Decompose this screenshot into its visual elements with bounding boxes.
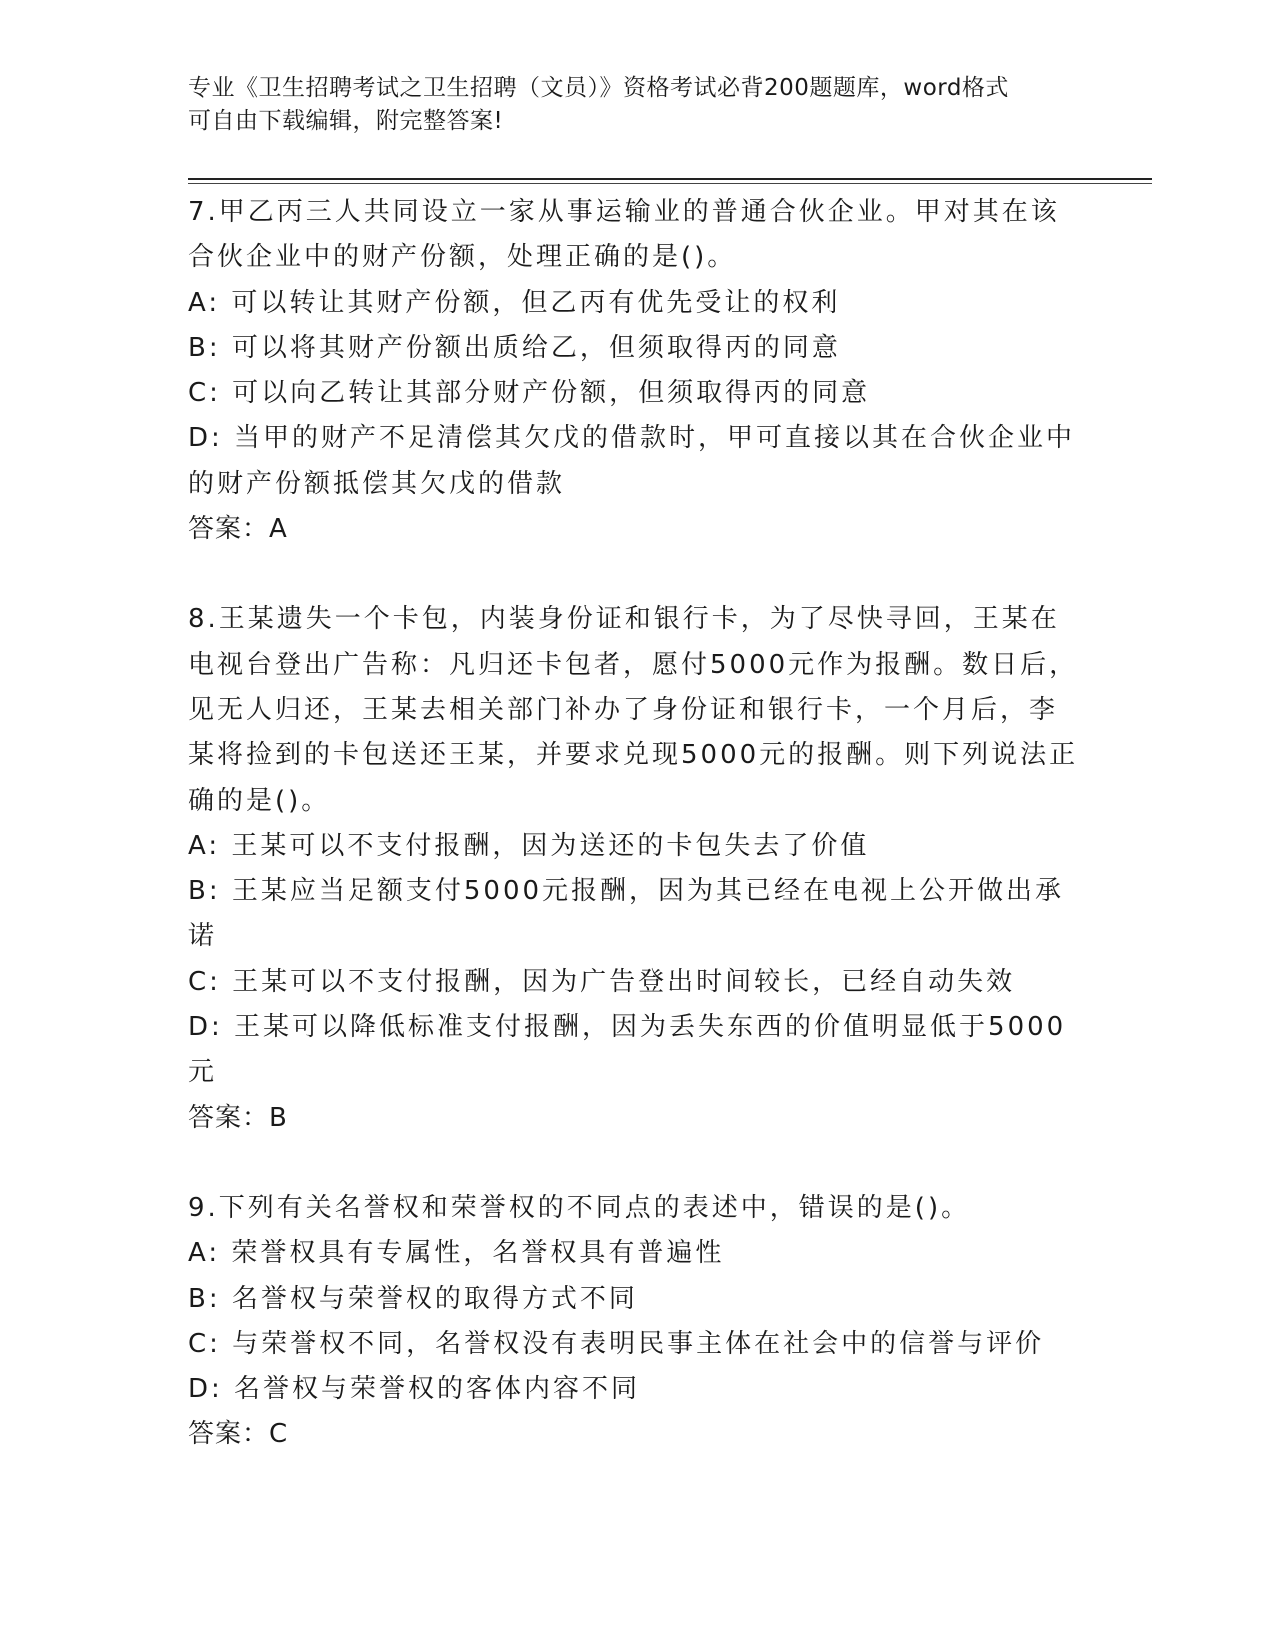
question-stem-line: 8.王某遗失一个卡包，内装身份证和银行卡，为了尽快寻回，王某在 xyxy=(188,604,1060,635)
question-stem-line: 某将捡到的卡包送还王某，并要求兑现5000元的报酬。则下列说法正 xyxy=(188,740,1079,771)
option-d-continued: 元 xyxy=(188,1057,218,1088)
option-a: A: 荣誉权具有专属性，名誉权具有普遍性 xyxy=(188,1238,725,1269)
header-line-2: 可自由下载编辑，附完整答案! xyxy=(188,108,504,134)
option-d-continued: 的财产份额抵偿其欠戊的借款 xyxy=(188,468,566,499)
question-stem-line: 见无人归还，王某去相关部门补办了身份证和银行卡，一个月后，李 xyxy=(188,694,1059,725)
header-divider-thick xyxy=(188,178,1152,180)
question-8 xyxy=(188,597,1088,1141)
question-stem-line: 确的是()。 xyxy=(188,785,331,816)
question-stem-line: 电视台登出广告称：凡归还卡包者，愿付5000元作为报酬。数日后， xyxy=(188,649,1079,680)
option-d: D: 名誉权与荣誉权的客体内容不同 xyxy=(188,1374,641,1405)
answer-label: 答案：B xyxy=(188,1102,288,1133)
option-c: C: 与荣誉权不同，名誉权没有表明民事主体在社会中的信誉与评价 xyxy=(188,1328,1045,1359)
answer-label: 答案：A xyxy=(188,514,288,545)
question-list xyxy=(188,190,1088,1458)
header-line-1: 专业《卫生招聘考试之卫生招聘（文员）》资格考试必背200题题库，word格式 xyxy=(188,75,1009,101)
option-c: C: 可以向乙转让其部分财产份额，但须取得丙的同意 xyxy=(188,378,871,409)
option-b: B: 名誉权与荣誉权的取得方式不同 xyxy=(188,1283,638,1314)
option-d: D: 王某可以降低标准支付报酬，因为丢失东西的价值明显低于5000 xyxy=(188,1012,1067,1043)
question-7 xyxy=(188,190,1088,552)
question-9 xyxy=(188,1186,1088,1458)
option-b-continued: 诺 xyxy=(188,921,218,952)
document-header xyxy=(188,72,1088,138)
question-spacer xyxy=(188,552,1088,597)
option-a: A: 可以转让其财产份额，但乙丙有优先受让的权利 xyxy=(188,287,841,318)
answer-label: 答案：C xyxy=(188,1419,289,1450)
option-d: D: 当甲的财产不足清偿其欠戊的借款时，甲可直接以其在合伙企业中 xyxy=(188,423,1076,454)
header-divider-thin xyxy=(188,183,1152,184)
question-stem-line: 合伙企业中的财产份额，处理正确的是()。 xyxy=(188,242,737,273)
question-spacer xyxy=(188,1141,1088,1186)
option-b: B: 可以将其财产份额出质给乙，但须取得丙的同意 xyxy=(188,332,841,363)
question-stem-line: 9.下列有关名誉权和荣誉权的不同点的表述中，错误的是()。 xyxy=(188,1192,971,1223)
option-c: C: 王某可以不支付报酬，因为广告登出时间较长，已经自动失效 xyxy=(188,966,1016,997)
option-a: A: 王某可以不支付报酬，因为送还的卡包失去了价值 xyxy=(188,830,870,861)
option-b: B: 王某应当足额支付5000元报酬，因为其已经在电视上公开做出承 xyxy=(188,876,1065,907)
question-stem-line: 7.甲乙丙三人共同设立一家从事运输业的普通合伙企业。甲对其在该 xyxy=(188,197,1060,227)
